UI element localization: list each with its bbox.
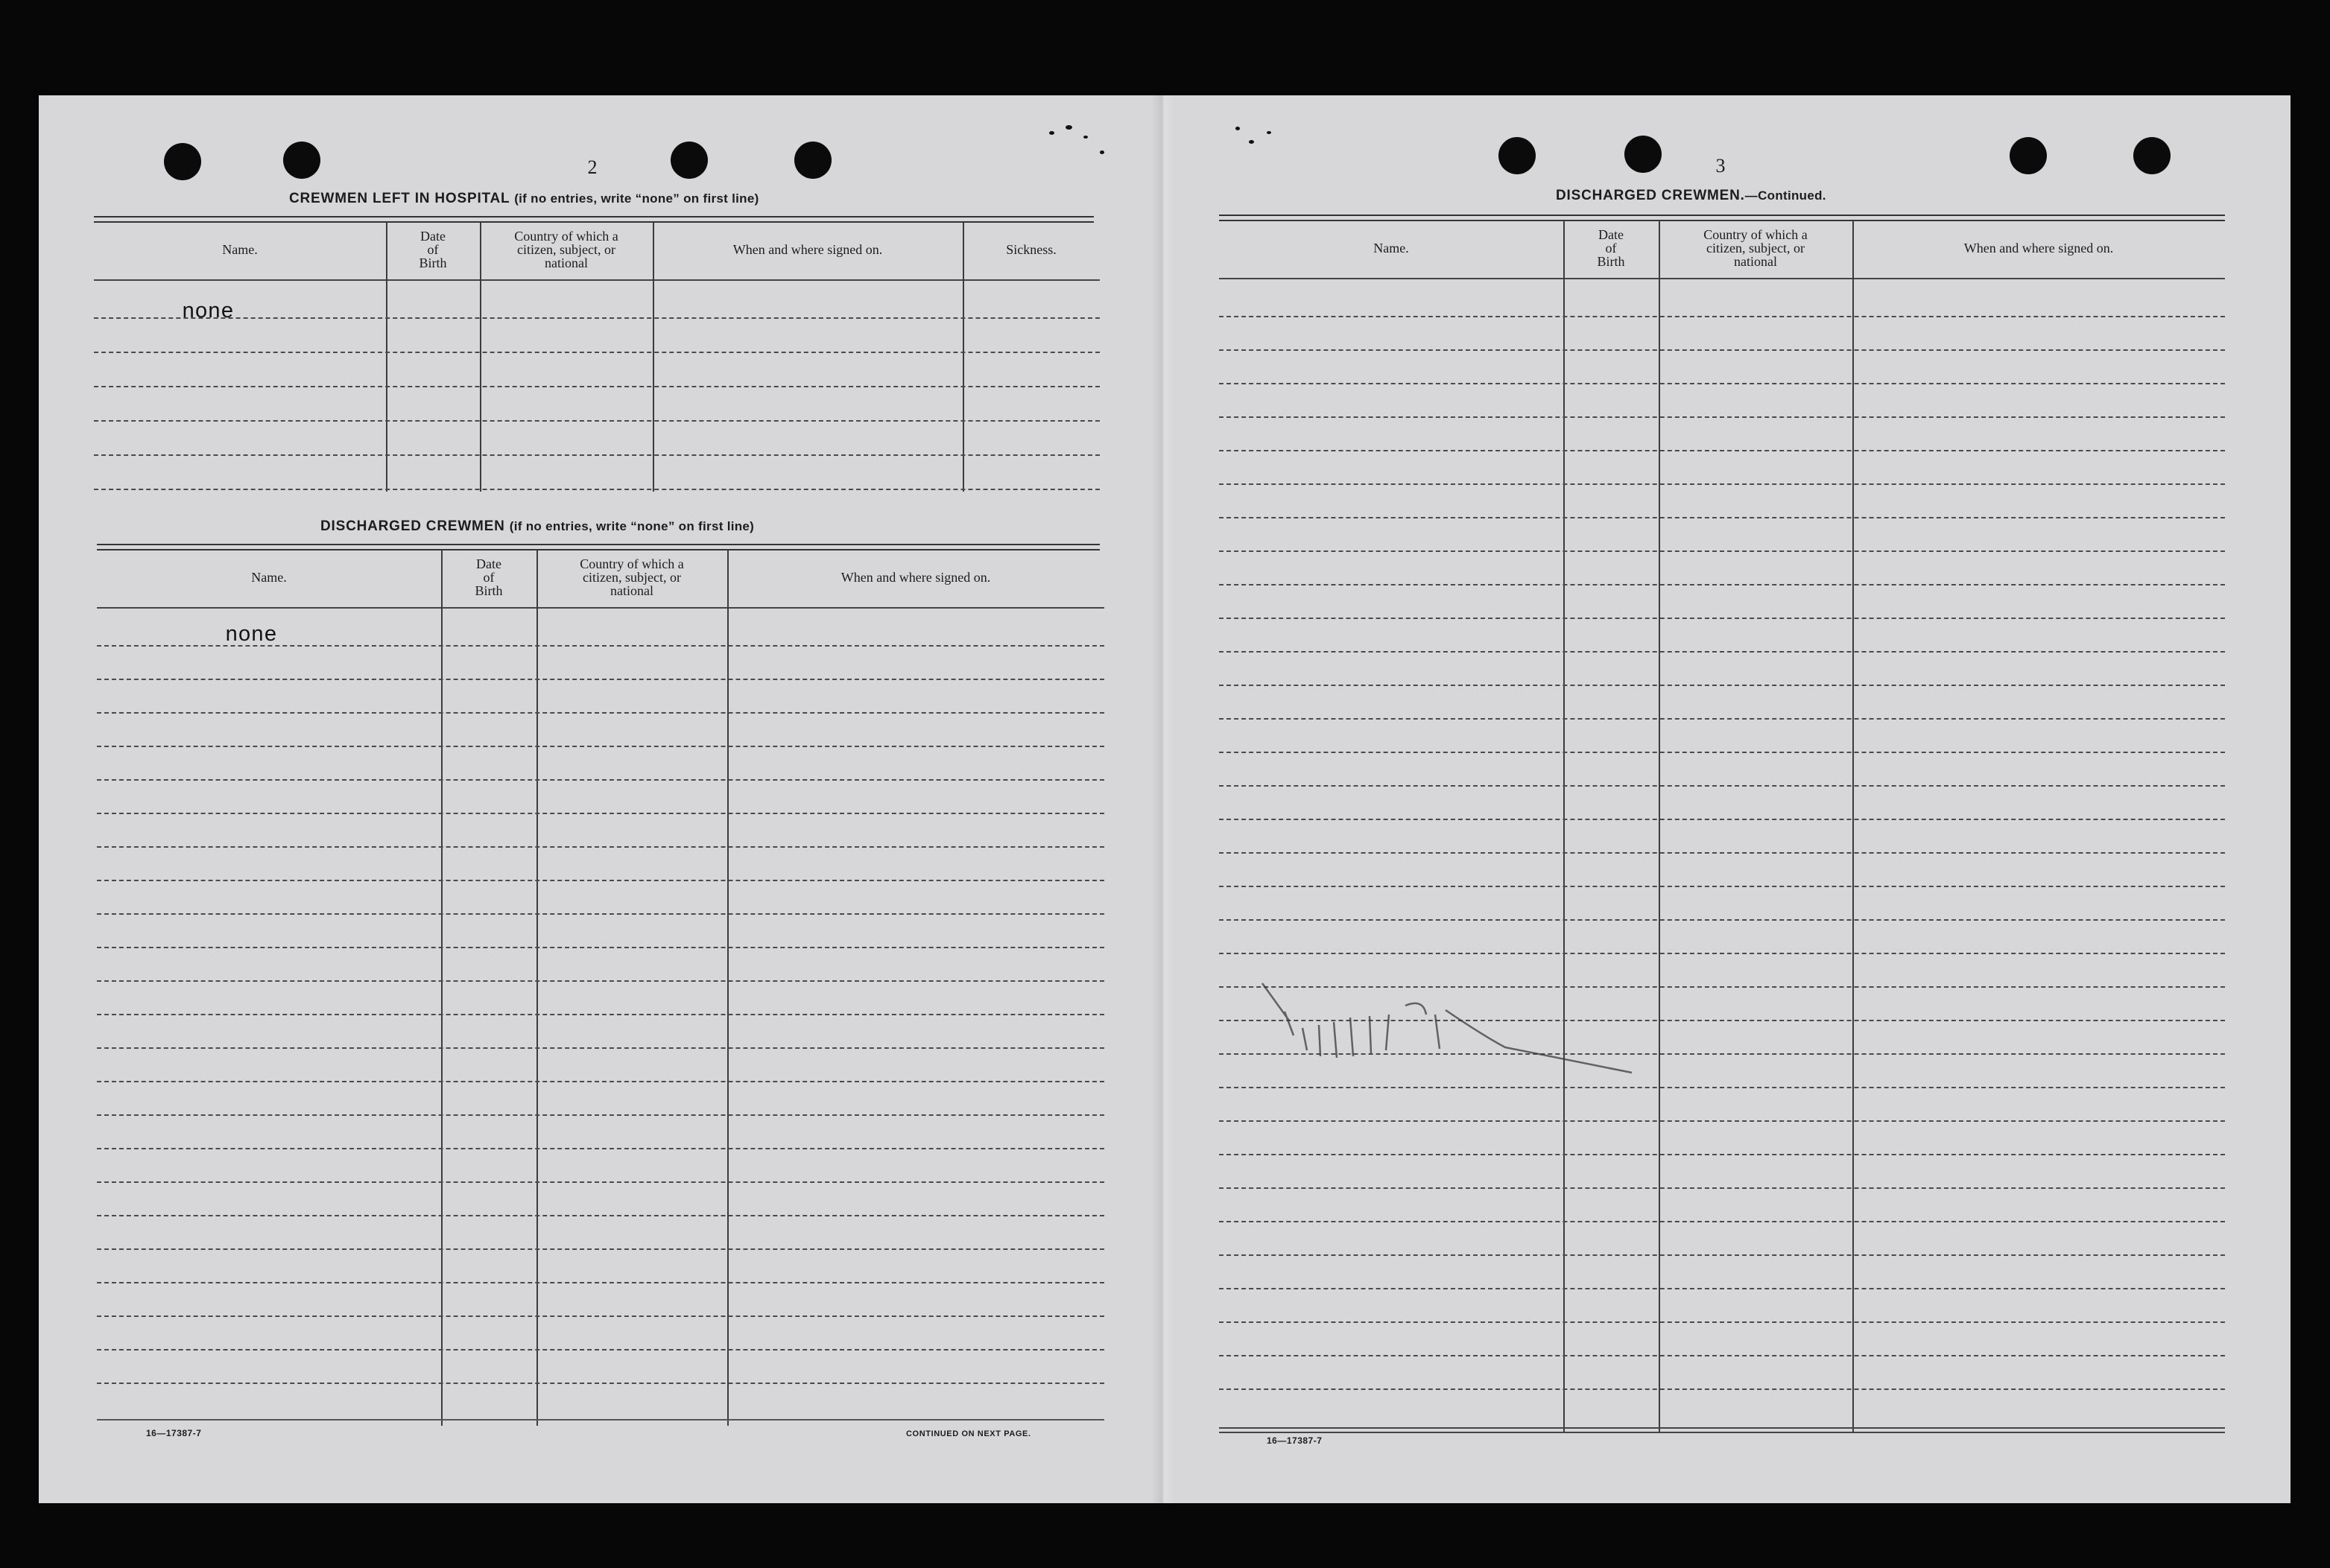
dob-line-2: of (427, 242, 439, 257)
punch-hole (2133, 137, 2171, 174)
col-header-country (480, 229, 653, 270)
ink-speck (1235, 127, 1240, 130)
discharged-entry-none: none (225, 623, 277, 647)
dob-line-3: Birth (1597, 254, 1625, 269)
country-line-2: citizen, subject, or (517, 242, 615, 257)
country-line-1: Country of which a (580, 556, 684, 571)
ruled-line (1219, 483, 2225, 485)
ruled-line (97, 1114, 1104, 1116)
country-line-1: Country of which a (514, 229, 618, 244)
ruled-line (97, 1081, 1104, 1082)
ruled-line (97, 913, 1104, 915)
col-header-country (536, 557, 727, 597)
dob-line-3: Birth (475, 583, 503, 598)
ruled-line (97, 1349, 1104, 1350)
ink-speck (1100, 150, 1104, 154)
punch-hole (2010, 137, 2047, 174)
discharged-table-left (97, 544, 1104, 1423)
ruled-line (97, 679, 1104, 680)
col-header-signed-on: When and where signed on. (1963, 241, 2114, 255)
ruled-line (1219, 785, 2225, 787)
ruled-line (1219, 550, 2225, 552)
ruled-line (97, 1148, 1104, 1149)
ruled-line (97, 1181, 1104, 1183)
ruled-line (1219, 718, 2225, 720)
ruled-line (97, 813, 1104, 814)
ruled-line (1219, 1154, 2225, 1155)
ruled-line (1219, 349, 2225, 351)
ruled-line (1219, 752, 2225, 753)
ruled-line (97, 846, 1104, 848)
ruled-line (1219, 517, 2225, 518)
punch-hole (1624, 136, 1662, 173)
ruled-line (97, 980, 1104, 982)
ruled-line (97, 712, 1104, 714)
handwritten-scrawl (1259, 976, 1647, 1088)
page-fold (1152, 95, 1174, 1503)
form-code-right: 16—17387-7 (1267, 1435, 1323, 1446)
ruled-line (1219, 1120, 2225, 1122)
ruled-line (1219, 1254, 2225, 1256)
col-header-signed-on: When and where signed on. (840, 570, 991, 585)
country-line-3: national (610, 583, 653, 598)
country-line-1: Country of which a (1703, 227, 1808, 242)
ruled-line (1219, 886, 2225, 887)
dob-line-2: of (483, 570, 495, 585)
ink-speck (1249, 140, 1254, 144)
ruled-line (97, 947, 1104, 948)
dob-line-1: Date (1598, 227, 1624, 242)
ruled-line (97, 746, 1104, 747)
hospital-subtitle-text: (if no entries, write “none” on first line) (514, 191, 759, 206)
col-header-name: Name. (1373, 241, 1409, 255)
continued-note: CONTINUED ON NEXT PAGE. (906, 1429, 1031, 1438)
form-code-left: 16—17387-7 (146, 1428, 202, 1438)
ruled-line (97, 1315, 1104, 1317)
page-number-left: 2 (587, 156, 598, 178)
discharged-subtitle-text: (if no entries, write “none” on first line) (509, 519, 755, 533)
ink-speck (1267, 131, 1271, 134)
ruled-line (1219, 1187, 2225, 1189)
col-header-signed-on: When and where signed on. (732, 242, 883, 257)
ruled-line (97, 1248, 1104, 1250)
punch-hole (164, 143, 201, 180)
country-line-3: national (1734, 254, 1777, 269)
discharged-table-right (1219, 215, 2225, 1436)
discharged-continued-title (1556, 188, 1826, 204)
dob-line-1: Date (476, 556, 501, 571)
ruled-line (1219, 1321, 2225, 1323)
ink-speck (1049, 131, 1054, 135)
hospital-title-text: CREWMEN LEFT IN HOSPITAL (289, 191, 510, 206)
country-line-3: national (545, 255, 588, 270)
country-line-2: citizen, subject, or (583, 570, 681, 585)
punch-hole (671, 142, 708, 179)
hospital-table (94, 216, 1100, 493)
col-header-name: Name. (222, 242, 258, 257)
ruled-line (97, 880, 1104, 881)
col-header-name: Name. (251, 570, 287, 585)
punch-hole (794, 142, 832, 179)
col-header-sickness: Sickness. (1006, 242, 1057, 257)
continued-subtitle-text: —Continued. (1744, 188, 1826, 203)
col-header-dob (441, 557, 536, 597)
page-number-right: 3 (1715, 155, 1726, 177)
ruled-line (97, 1383, 1104, 1384)
continued-title-text: DISCHARGED CREWMEN. (1556, 188, 1745, 203)
ruled-line (97, 1282, 1104, 1283)
ink-speck (1083, 136, 1088, 139)
discharged-title-text: DISCHARGED CREWMEN (320, 518, 505, 534)
ruled-line (1219, 618, 2225, 619)
punch-hole (1498, 137, 1536, 174)
dob-line-1: Date (420, 229, 446, 244)
ruled-line (1219, 1355, 2225, 1356)
punch-hole (283, 142, 320, 179)
ruled-line (1219, 450, 2225, 451)
ruled-line (97, 1047, 1104, 1049)
ruled-line (1219, 416, 2225, 418)
hospital-section-title (289, 191, 759, 207)
ruled-line (1219, 819, 2225, 820)
col-header-dob (1563, 228, 1659, 268)
discharged-section-title (320, 518, 754, 535)
col-header-country (1659, 228, 1852, 268)
ruled-line (97, 1215, 1104, 1216)
ruled-line (1219, 383, 2225, 384)
ruled-line (1219, 651, 2225, 653)
ruled-line (1219, 685, 2225, 686)
ruled-line (1219, 584, 2225, 585)
ruled-line (1219, 316, 2225, 317)
ruled-line (1219, 1221, 2225, 1222)
ruled-line (97, 779, 1104, 781)
ruled-line (1219, 919, 2225, 921)
dob-line-2: of (1605, 241, 1617, 255)
ink-speck (1066, 125, 1072, 130)
col-header-dob (386, 229, 480, 270)
country-line-2: citizen, subject, or (1706, 241, 1805, 255)
ruled-line (97, 1014, 1104, 1015)
ruled-line (1219, 953, 2225, 954)
dob-line-3: Birth (419, 255, 447, 270)
hospital-entry-none: none (182, 299, 234, 324)
ruled-line (1219, 852, 2225, 854)
ruled-line (1219, 1388, 2225, 1390)
ruled-line (1219, 1288, 2225, 1289)
